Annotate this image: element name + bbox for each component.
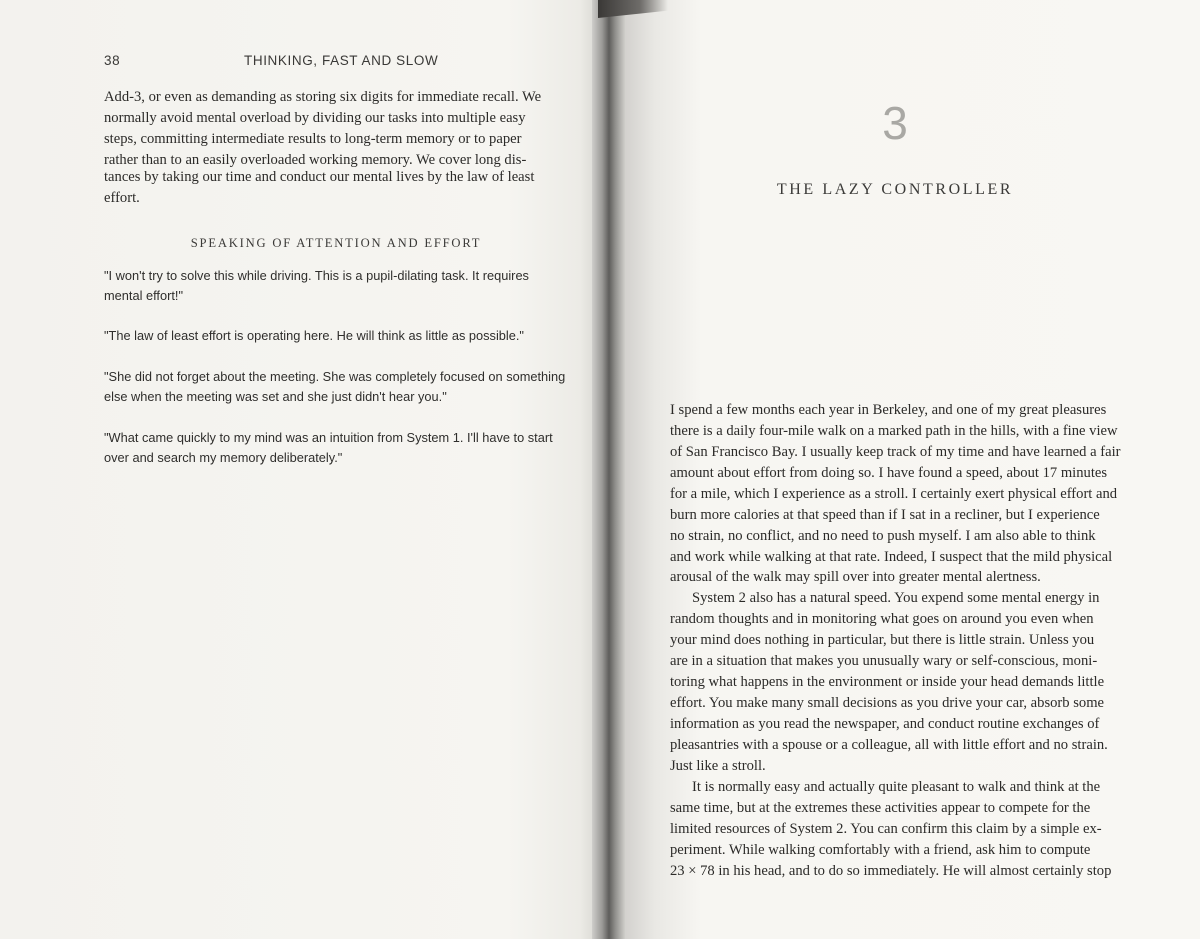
- quote-line: else when the meeting was set and she just didn't hear you.": [104, 389, 447, 404]
- quote-line: "I won't try to solve this while driving. This is a pupil-dilating task. It requires: [104, 268, 529, 283]
- quote-line: over and search my memory deliberately.": [104, 450, 343, 465]
- body-line: toring what happens in the environment or inside your head demands little: [670, 674, 1105, 690]
- body-line: effort. You make many small decisions as you drive your car, absorb some: [670, 695, 1105, 711]
- book-gutter: [592, 0, 626, 939]
- body-line: Just like a stroll.: [670, 758, 766, 774]
- running-head: [104, 53, 574, 69]
- body-line: your mind does nothing in particular, but there is little strain. Unless you: [670, 632, 1095, 648]
- page-number: 38: [104, 53, 121, 68]
- body-line: amount about effort from doing so. I have found a speed, about 17 minutes: [670, 465, 1108, 481]
- body-line: Add-3, or even as demanding as storing six digits for immediate recall. We: [104, 89, 542, 105]
- body-line: limited resources of System 2. You can confirm this claim by a simple ex-: [670, 821, 1102, 837]
- body-line: System 2 also has a natural speed. You expend some mental energy in: [692, 590, 1100, 606]
- section-heading: SPEAKING OF ATTENTION AND EFFORT: [190, 236, 482, 250]
- body-line: information as you read the newspaper, and conduct routine exchanges of: [670, 716, 1100, 732]
- body-line: effort.: [104, 190, 140, 206]
- body-line: of San Francisco Bay. I usually keep track of my time and have learned a fair: [670, 444, 1121, 460]
- body-line: there is a daily four-mile walk on a marked path in the hills, with a fine view: [670, 423, 1118, 439]
- body-line: It is normally easy and actually quite pleasant to walk and think at the: [692, 779, 1101, 795]
- body-line: for a mile, which I experience as a stroll. I certainly exert physical effort and: [670, 486, 1118, 502]
- body-line: steps, committing intermediate results to long-term memory or to paper: [104, 131, 522, 147]
- body-line: periment. While walking comfortably with a friend, ask him to compute: [670, 842, 1091, 858]
- body-line: I spend a few months each year in Berkeley, and one of my great pleasures: [670, 402, 1107, 418]
- chapter-number: 3: [882, 97, 908, 149]
- body-line: burn more calories at that speed than if I sat in a recliner, but I experience: [670, 507, 1100, 523]
- body-line: same time, but at the extremes these activities appear to compete for the: [670, 800, 1091, 816]
- body-line: normally avoid mental overload by dividing our tasks into multiple easy: [104, 110, 526, 126]
- quote-line: "The law of least effort is operating here. He will think as little as possible.": [104, 328, 524, 343]
- body-line: 23 × 78 in his head, and to do so immediately. He will almost certainly stop: [670, 863, 1112, 879]
- body-line: and work while walking at that rate. Indeed, I suspect that the mild physical: [670, 549, 1113, 565]
- body-line: random thoughts and in monitoring what goes on around you even when: [670, 611, 1094, 627]
- body-line: are in a situation that makes you unusually wary or self-conscious, moni-: [670, 653, 1098, 669]
- quote-line: "She did not forget about the meeting. She was completely focused on something: [104, 369, 566, 384]
- chapter-title: THE LAZY CONTROLLER: [776, 181, 1014, 198]
- quote-line: mental effort!": [104, 288, 183, 303]
- quote-line: "What came quickly to my mind was an intuition from System 1. I'll have to start: [104, 430, 553, 445]
- body-line: no strain, no conflict, and no need to push myself. I am also able to think: [670, 528, 1096, 544]
- book-title: THINKING, FAST AND SLOW: [244, 53, 439, 68]
- body-line: rather than to an easily overloaded working memory. We cover long dis-: [104, 152, 527, 168]
- body-line: arousal of the walk may spill over into greater mental alertness.: [670, 569, 1041, 585]
- body-line: pleasantries with a spouse or a colleague, all with little effort and no strain.: [670, 737, 1108, 753]
- body-line: tances by taking our time and conduct our mental lives by the law of least: [104, 169, 535, 185]
